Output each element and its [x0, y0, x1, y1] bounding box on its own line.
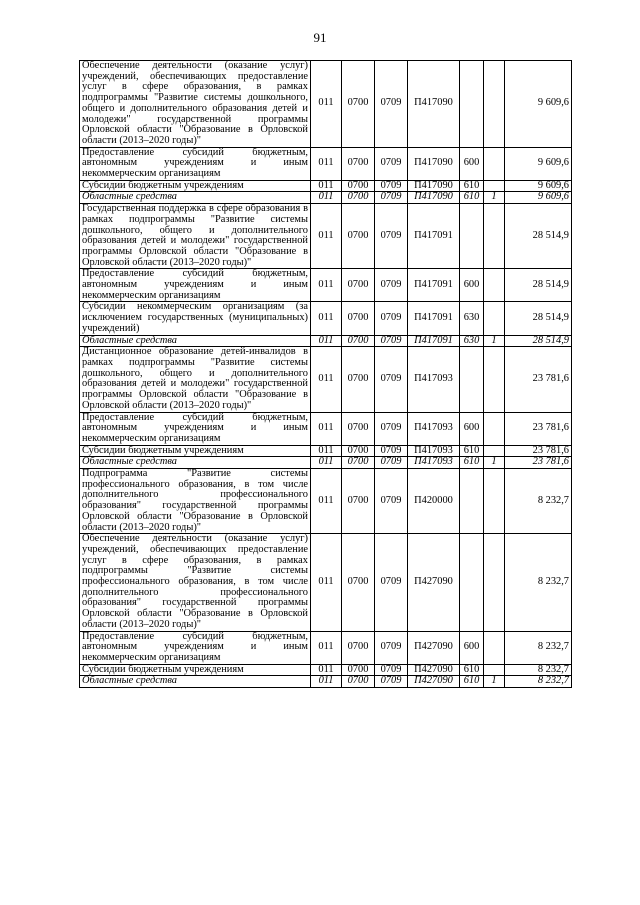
amount-cell: 8 232,7: [505, 469, 572, 534]
amount-cell: 23 781,6: [505, 445, 572, 457]
funding-source-cell: 1: [484, 192, 505, 204]
funding-source-cell: [484, 269, 505, 302]
amount-cell: 28 514,9: [505, 204, 572, 269]
amount-cell: 28 514,9: [505, 335, 572, 347]
table-row: [80, 180, 572, 192]
department-code-cell: 011: [311, 192, 342, 204]
table-row: [80, 412, 572, 445]
section-code-cell: 0700: [342, 302, 375, 335]
funding-source-cell: [484, 445, 505, 457]
expense-type-cell: 610: [460, 180, 484, 192]
funding-source-cell: [484, 302, 505, 335]
department-code-cell: 011: [311, 61, 342, 148]
expense-type-cell: 610: [460, 445, 484, 457]
table-row: [80, 204, 572, 269]
subsection-code-cell: 0709: [375, 457, 408, 469]
table-row: [80, 534, 572, 631]
subsection-code-cell: 0709: [375, 534, 408, 631]
subsection-code-cell: 0709: [375, 335, 408, 347]
subsection-code-cell: 0709: [375, 676, 408, 688]
section-code-cell: 0700: [342, 534, 375, 631]
budget-table-body: [80, 61, 572, 688]
section-code-cell: 0700: [342, 347, 375, 412]
section-code-cell: 0700: [342, 192, 375, 204]
target-article-cell: П427090: [408, 534, 460, 631]
item-name-cell: Предоставление субсидий бюджетным, автономным учреждениям и иным некоммерческим организациям: [80, 269, 311, 302]
funding-source-cell: 1: [484, 457, 505, 469]
department-code-cell: 011: [311, 664, 342, 676]
department-code-cell: 011: [311, 335, 342, 347]
target-article-cell: П417090: [408, 61, 460, 148]
expense-type-cell: 610: [460, 676, 484, 688]
budget-table: [79, 60, 572, 688]
amount-cell: 23 781,6: [505, 457, 572, 469]
target-article-cell: П420000: [408, 469, 460, 534]
expense-type-cell: 600: [460, 147, 484, 180]
expense-type-cell: 600: [460, 269, 484, 302]
item-name-cell: Государственная поддержка в сфере образования в рамках подпрограммы "Развитие системы дошкольного, общего и дополнительного образования детей и молодежи" государственной программы Орловской области "Образование в Орловской области (2013–2020 годы)": [80, 204, 311, 269]
funding-source-cell: [484, 204, 505, 269]
section-code-cell: 0700: [342, 469, 375, 534]
subsection-code-cell: 0709: [375, 269, 408, 302]
funding-source-cell: [484, 61, 505, 148]
target-article-cell: П417091: [408, 302, 460, 335]
funding-source-cell: [484, 347, 505, 412]
target-article-cell: П427090: [408, 676, 460, 688]
subsection-code-cell: 0709: [375, 147, 408, 180]
subsection-code-cell: 0709: [375, 445, 408, 457]
expense-type-cell: [460, 534, 484, 631]
table-row-regional-funds: [80, 335, 572, 347]
subsection-code-cell: 0709: [375, 631, 408, 664]
department-code-cell: 011: [311, 147, 342, 180]
table-row: [80, 445, 572, 457]
department-code-cell: 011: [311, 269, 342, 302]
amount-cell: 28 514,9: [505, 302, 572, 335]
expense-type-cell: 610: [460, 457, 484, 469]
subsection-code-cell: 0709: [375, 180, 408, 192]
section-code-cell: 0700: [342, 676, 375, 688]
subsection-code-cell: 0709: [375, 412, 408, 445]
funding-source-cell: [484, 631, 505, 664]
amount-cell: 23 781,6: [505, 412, 572, 445]
item-name-cell: Обеспечение деятельности (оказание услуг) учреждений, обеспечивающих предоставление услуг в сфере образования, в рамках подпрограммы "Развитие системы профессионального образования, в том числе дополнительного профессионального образования" государственной программы Орловской области "Образование в Орловской области (2013–2020 годы)": [80, 534, 311, 631]
section-code-cell: 0700: [342, 204, 375, 269]
amount-cell: 9 609,6: [505, 180, 572, 192]
section-code-cell: 0700: [342, 457, 375, 469]
expense-type-cell: 610: [460, 664, 484, 676]
amount-cell: 9 609,6: [505, 192, 572, 204]
target-article-cell: П417090: [408, 147, 460, 180]
table-row: [80, 347, 572, 412]
section-code-cell: 0700: [342, 445, 375, 457]
funding-source-cell: [484, 534, 505, 631]
amount-cell: 9 609,6: [505, 147, 572, 180]
expense-type-cell: [460, 347, 484, 412]
table-row-regional-funds: [80, 192, 572, 204]
amount-cell: 8 232,7: [505, 534, 572, 631]
department-code-cell: 011: [311, 457, 342, 469]
funding-source-cell: [484, 469, 505, 534]
subsection-code-cell: 0709: [375, 469, 408, 534]
department-code-cell: 011: [311, 180, 342, 192]
item-name-cell: Обеспечение деятельности (оказание услуг) учреждений, обеспечивающих предоставление услуг в сфере образования, в рамках подпрограммы "Развитие системы дошкольного, общего и дополнительного образования детей и молодежи" государственной программы Орловской области "Образование в Орловской области (2013–2020 годы)": [80, 61, 311, 148]
department-code-cell: 011: [311, 676, 342, 688]
item-name-cell: Областные средства: [80, 676, 311, 688]
expense-type-cell: [460, 204, 484, 269]
expense-type-cell: 600: [460, 412, 484, 445]
target-article-cell: П417091: [408, 269, 460, 302]
funding-source-cell: 1: [484, 676, 505, 688]
funding-source-cell: [484, 147, 505, 180]
item-name-cell: Субсидии бюджетным учреждениям: [80, 445, 311, 457]
subsection-code-cell: 0709: [375, 61, 408, 148]
section-code-cell: 0700: [342, 412, 375, 445]
section-code-cell: 0700: [342, 631, 375, 664]
table-row: [80, 664, 572, 676]
amount-cell: 8 232,7: [505, 631, 572, 664]
department-code-cell: 011: [311, 204, 342, 269]
target-article-cell: П417091: [408, 335, 460, 347]
section-code-cell: 0700: [342, 61, 375, 148]
section-code-cell: 0700: [342, 180, 375, 192]
subsection-code-cell: 0709: [375, 664, 408, 676]
funding-source-cell: [484, 412, 505, 445]
expense-type-cell: 600: [460, 631, 484, 664]
table-row: [80, 469, 572, 534]
expense-type-cell: [460, 469, 484, 534]
expense-type-cell: 610: [460, 192, 484, 204]
amount-cell: 28 514,9: [505, 269, 572, 302]
subsection-code-cell: 0709: [375, 192, 408, 204]
expense-type-cell: [460, 61, 484, 148]
page-number: 91: [313, 30, 327, 45]
target-article-cell: П417093: [408, 445, 460, 457]
amount-cell: 23 781,6: [505, 347, 572, 412]
subsection-code-cell: 0709: [375, 204, 408, 269]
target-article-cell: П417093: [408, 412, 460, 445]
target-article-cell: П417090: [408, 192, 460, 204]
subsection-code-cell: 0709: [375, 302, 408, 335]
expense-type-cell: 630: [460, 335, 484, 347]
table-row: [80, 302, 572, 335]
table-row-regional-funds: [80, 457, 572, 469]
amount-cell: 8 232,7: [505, 676, 572, 688]
expense-type-cell: 630: [460, 302, 484, 335]
table-row: [80, 147, 572, 180]
department-code-cell: 011: [311, 534, 342, 631]
department-code-cell: 011: [311, 347, 342, 412]
funding-source-cell: [484, 180, 505, 192]
section-code-cell: 0700: [342, 269, 375, 302]
funding-source-cell: 1: [484, 335, 505, 347]
department-code-cell: 011: [311, 631, 342, 664]
table-row: [80, 631, 572, 664]
department-code-cell: 011: [311, 445, 342, 457]
item-name-cell: Дистанционное образование детей-инвалидов в рамках подпрограммы "Развитие системы дошкольного, общего и дополнительного образования детей и молодежи" государственной программы Орловской области "Образование в Орловской области (2013–2020 годы)": [80, 347, 311, 412]
target-article-cell: П427090: [408, 631, 460, 664]
item-name-cell: Областные средства: [80, 457, 311, 469]
item-name-cell: Субсидии бюджетным учреждениям: [80, 664, 311, 676]
item-name-cell: Субсидии некоммерческим организациям (за исключением государственных (муниципальных) учреждений): [80, 302, 311, 335]
amount-cell: 9 609,6: [505, 61, 572, 148]
item-name-cell: Предоставление субсидий бюджетным, автономным учреждениям и иным некоммерческим организациям: [80, 412, 311, 445]
target-article-cell: П417091: [408, 204, 460, 269]
item-name-cell: Предоставление субсидий бюджетным, автономным учреждениям и иным некоммерческим организациям: [80, 147, 311, 180]
target-article-cell: П417093: [408, 457, 460, 469]
section-code-cell: 0700: [342, 664, 375, 676]
target-article-cell: П417090: [408, 180, 460, 192]
item-name-cell: Областные средства: [80, 335, 311, 347]
item-name-cell: Субсидии бюджетным учреждениям: [80, 180, 311, 192]
table-row-regional-funds: [80, 676, 572, 688]
department-code-cell: 011: [311, 469, 342, 534]
department-code-cell: 011: [311, 412, 342, 445]
table-row: [80, 61, 572, 148]
item-name-cell: Предоставление субсидий бюджетным, автономным учреждениям и иным некоммерческим организациям: [80, 631, 311, 664]
table-row: [80, 269, 572, 302]
funding-source-cell: [484, 664, 505, 676]
section-code-cell: 0700: [342, 147, 375, 180]
amount-cell: 8 232,7: [505, 664, 572, 676]
target-article-cell: П427090: [408, 664, 460, 676]
section-code-cell: 0700: [342, 335, 375, 347]
department-code-cell: 011: [311, 302, 342, 335]
subsection-code-cell: 0709: [375, 347, 408, 412]
target-article-cell: П417093: [408, 347, 460, 412]
item-name-cell: Подпрограмма "Развитие системы профессионального образования, в том числе дополнительного профессионального образования" государственной программы Орловской области "Образование в Орловской области (2013–2020 годы)": [80, 469, 311, 534]
item-name-cell: Областные средства: [80, 192, 311, 204]
